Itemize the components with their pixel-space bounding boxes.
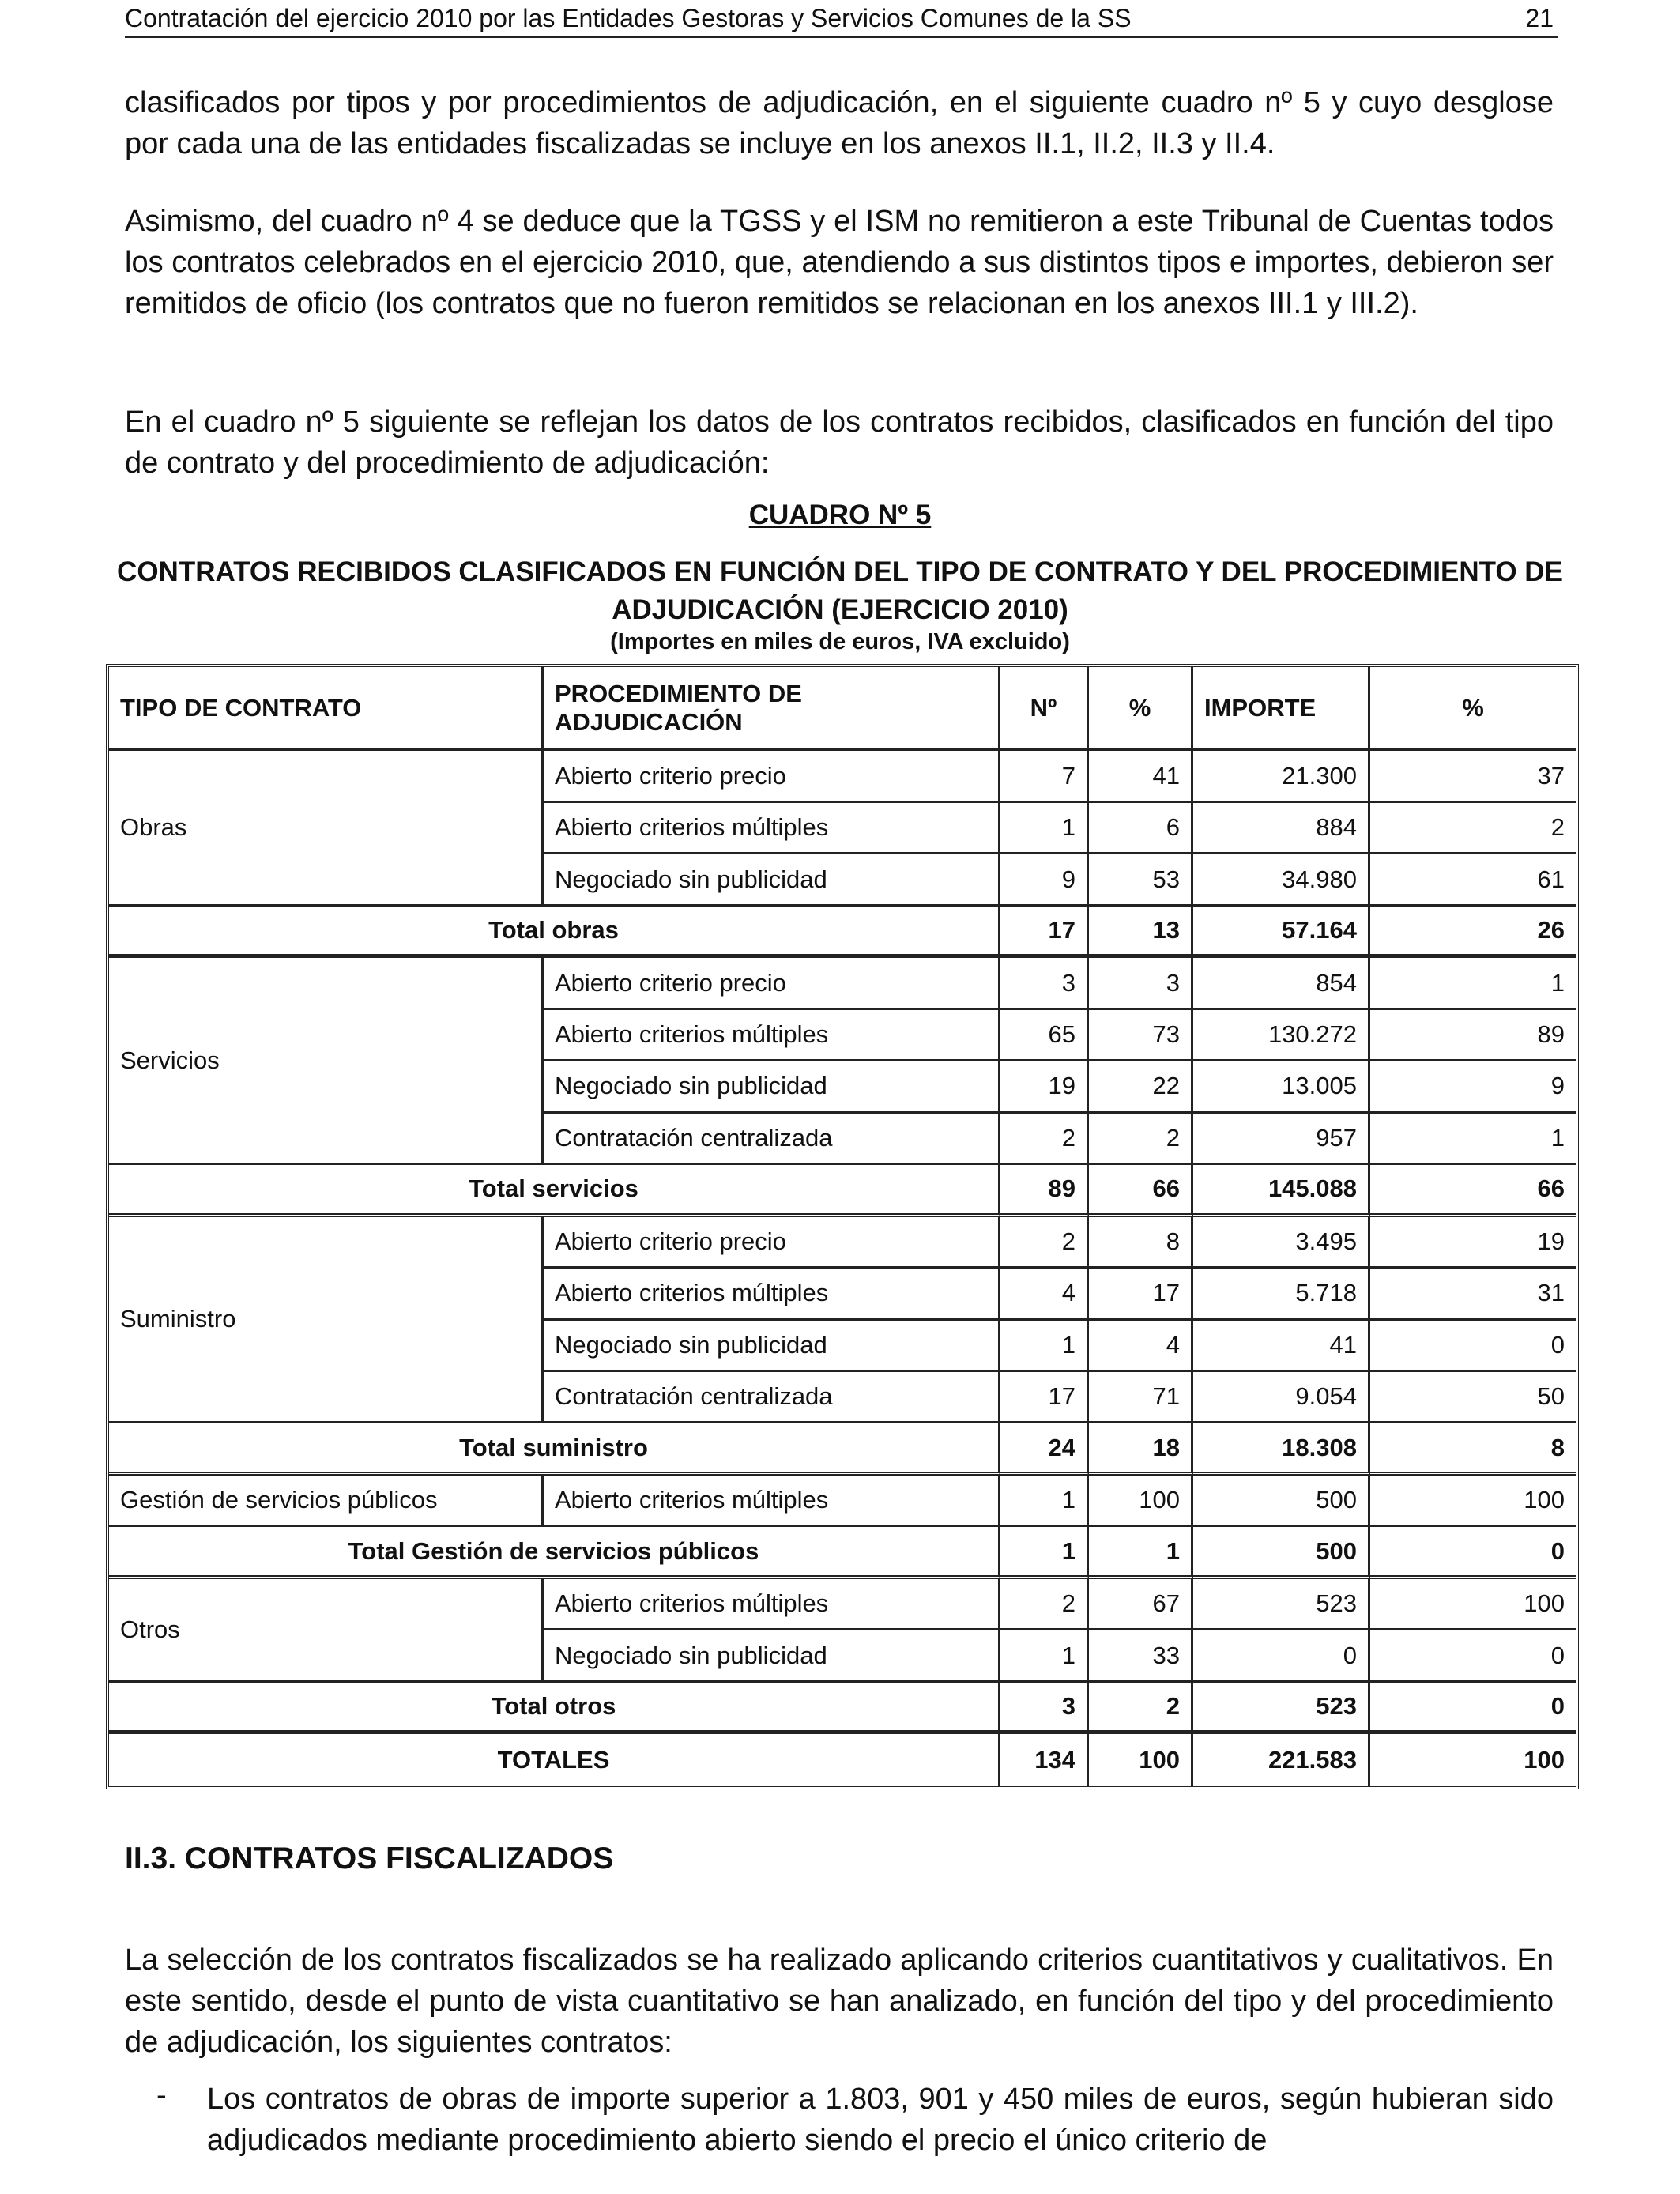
pct-n-cell: 71 bbox=[1089, 1372, 1193, 1423]
pct-n-cell: 3 bbox=[1089, 958, 1193, 1009]
grand-total-pct-importe-cell: 100 bbox=[1524, 1746, 1565, 1774]
n-cell: 1 bbox=[1000, 1630, 1089, 1682]
procedimiento-cell: Negociado sin publicidad bbox=[544, 1061, 1000, 1113]
procedimiento-cell: Abierto criterios múltiples bbox=[544, 1010, 1000, 1061]
total-pct-n-cell: 13 bbox=[1089, 907, 1193, 958]
pct-n-cell: 100 bbox=[1089, 1476, 1193, 1527]
pct-importe-cell: 89 bbox=[1370, 1010, 1576, 1061]
pct-n-cell: 2 bbox=[1089, 1114, 1193, 1165]
total-pct-importe-cell: 26 bbox=[1370, 907, 1576, 958]
table-total-row bbox=[109, 1683, 1576, 1734]
n-cell: 1 bbox=[1000, 1321, 1089, 1372]
n-cell: 1 bbox=[1000, 803, 1089, 854]
importe-cell: 523 bbox=[1193, 1579, 1370, 1630]
tipo-contrato-cell: Gestión de servicios públicos bbox=[109, 1476, 544, 1527]
pct-n-cell: 17 bbox=[1089, 1269, 1193, 1320]
total-n-cell: 1 bbox=[1000, 1527, 1089, 1578]
importe-cell: 3.495 bbox=[1193, 1217, 1370, 1269]
importe-cell: 957 bbox=[1193, 1114, 1370, 1165]
total-pct-n-cell: 1 bbox=[1089, 1527, 1193, 1578]
importe-cell: 9.054 bbox=[1193, 1372, 1370, 1423]
total-importe-cell: 57.164 bbox=[1193, 907, 1370, 958]
total-n-cell: 89 bbox=[1000, 1165, 1089, 1216]
importe-cell: 884 bbox=[1193, 803, 1370, 854]
table-total-row bbox=[109, 1165, 1576, 1216]
procedimiento-cell: Negociado sin publicidad bbox=[544, 1321, 1000, 1372]
table-header-row bbox=[109, 667, 1576, 751]
n-cell: 1 bbox=[1000, 1476, 1089, 1527]
importe-cell: 130.272 bbox=[1193, 1010, 1370, 1061]
running-header-title: Contratación del ejercicio 2010 por las Entidades Gestoras y Servicios Comunes de la SS bbox=[125, 4, 1132, 32]
pct-n-cell: 22 bbox=[1089, 1061, 1193, 1113]
pct-importe-cell: 50 bbox=[1370, 1372, 1576, 1423]
total-n-cell: 24 bbox=[1000, 1423, 1089, 1475]
pct-importe-cell: 0 bbox=[1370, 1630, 1576, 1682]
paragraph-asimismo: Asimismo, del cuadro nº 4 se deduce que la TGSS y el ISM no remitieron a este Tribunal de Cuentas todos los contratos celebrados en el ejercicio 2010, que, atendiendo a sus distintos tipos e importes, debieron ser remitidos de oficio (los contratos que no fueron remitidos se relacionan en los anexos III.1 y III.2). bbox=[125, 205, 1554, 320]
paragraph-intro: clasificados por tipos y por procedimientos de adjudicación, en el siguiente cuadro nº 5 y cuyo desglose por cada una de las entidades fiscalizadas se incluye en los anexos II.1, II.2, II.3 y II.4. bbox=[125, 86, 1554, 160]
grand-total-importe-cell: 221.583 bbox=[1193, 1734, 1370, 1786]
procedimiento-cell: Abierto criterios múltiples bbox=[544, 1269, 1000, 1320]
importe-cell: 13.005 bbox=[1193, 1061, 1370, 1113]
grand-total-pct-n-cell: 100 bbox=[1089, 1734, 1193, 1786]
total-pct-importe-cell: 8 bbox=[1370, 1423, 1576, 1475]
pct-importe-cell: 2 bbox=[1370, 803, 1576, 854]
total-label-cell: Total Gestión de servicios públicos bbox=[109, 1527, 1000, 1578]
page-number: 21 bbox=[1525, 4, 1554, 32]
procedimiento-cell: Contratación centralizada bbox=[544, 1372, 1000, 1423]
table-row bbox=[109, 1579, 1576, 1630]
importe-cell: 0 bbox=[1193, 1630, 1370, 1682]
tipo-contrato-cell: Obras bbox=[109, 751, 544, 906]
pct-importe-cell: 31 bbox=[1370, 1269, 1576, 1320]
running-header bbox=[125, 0, 1558, 38]
header-pct-importe: % bbox=[1370, 667, 1576, 751]
table-row bbox=[109, 1217, 1576, 1269]
table-row bbox=[109, 958, 1576, 1009]
header-n: Nº bbox=[1000, 667, 1089, 751]
pct-n-cell: 67 bbox=[1089, 1579, 1193, 1630]
pct-importe-cell: 1 bbox=[1370, 1114, 1576, 1165]
total-pct-importe-cell: 0 bbox=[1370, 1683, 1576, 1734]
table-total-row bbox=[109, 907, 1576, 958]
table-grand-total-row bbox=[109, 1734, 1576, 1786]
n-cell: 2 bbox=[1000, 1579, 1089, 1630]
importe-cell: 34.980 bbox=[1193, 854, 1370, 906]
pct-importe-cell: 37 bbox=[1370, 751, 1576, 802]
total-pct-n-cell: 2 bbox=[1089, 1683, 1193, 1734]
pct-importe-cell: 19 bbox=[1370, 1217, 1576, 1269]
total-importe-cell: 18.308 bbox=[1193, 1423, 1370, 1475]
pct-n-cell: 4 bbox=[1089, 1321, 1193, 1372]
grand-total-label-cell: TOTALES bbox=[109, 1734, 1000, 1786]
table-title: CONTRATOS RECIBIDOS CLASIFICADOS EN FUNCIÓN DEL TIPO DE CONTRATO Y DEL PROCEDIMIENTO DE ADJUDICACIÓN (EJERCICIO 2010) bbox=[117, 556, 1563, 625]
section-paragraph: La selección de los contratos fiscalizados se ha realizado aplicando criterios cuantitativos y cualitativos. En este sentido, desde el punto de vista cuantitativo se han analizado, en función del tipo y del procedimiento de adjudicación, los siguientes contratos: bbox=[125, 1943, 1554, 2059]
total-pct-importe-cell: 66 bbox=[1370, 1165, 1576, 1216]
n-cell: 2 bbox=[1000, 1114, 1089, 1165]
header-pct-n: % bbox=[1089, 667, 1193, 751]
n-cell: 4 bbox=[1000, 1269, 1089, 1320]
n-cell: 17 bbox=[1000, 1372, 1089, 1423]
total-label-cell: Total servicios bbox=[109, 1165, 1000, 1216]
table-total-row bbox=[109, 1423, 1576, 1475]
pct-n-cell: 6 bbox=[1089, 803, 1193, 854]
total-pct-importe-cell: 0 bbox=[1370, 1527, 1576, 1578]
table-row bbox=[109, 751, 1576, 802]
total-importe-cell: 500 bbox=[1193, 1527, 1370, 1578]
procedimiento-cell: Negociado sin publicidad bbox=[544, 1630, 1000, 1682]
header-tipo: TIPO DE CONTRATO bbox=[109, 667, 544, 751]
pct-importe-cell: 100 bbox=[1370, 1476, 1576, 1527]
procedimiento-cell: Abierto criterios múltiples bbox=[544, 1579, 1000, 1630]
n-cell: 19 bbox=[1000, 1061, 1089, 1113]
procedimiento-cell: Abierto criterios múltiples bbox=[544, 1476, 1000, 1527]
bullet-dash: - bbox=[156, 2079, 167, 2112]
table-total-row bbox=[109, 1527, 1576, 1578]
header-procedimiento: PROCEDIMIENTO DE ADJUDICACIÓN bbox=[544, 667, 1000, 751]
total-importe-cell: 523 bbox=[1193, 1683, 1370, 1734]
pct-importe-cell: 0 bbox=[1370, 1321, 1576, 1372]
procedimiento-cell: Abierto criterio precio bbox=[544, 751, 1000, 802]
n-cell: 3 bbox=[1000, 958, 1089, 1009]
bullet-item: Los contratos de obras de importe superior a 1.803, 901 y 450 miles de euros, según hubieran sido adjudicados mediante procedimiento abierto siendo el precio el único criterio de bbox=[207, 2083, 1554, 2157]
n-cell: 7 bbox=[1000, 751, 1089, 802]
importe-cell: 41 bbox=[1193, 1321, 1370, 1372]
pct-importe-cell: 9 bbox=[1370, 1061, 1576, 1113]
procedimiento-cell: Abierto criterio precio bbox=[544, 1217, 1000, 1269]
total-pct-n-cell: 18 bbox=[1089, 1423, 1193, 1475]
tipo-contrato-cell: Otros bbox=[109, 1579, 544, 1683]
pct-n-cell: 8 bbox=[1089, 1217, 1193, 1269]
importe-cell: 5.718 bbox=[1193, 1269, 1370, 1320]
pct-n-cell: 73 bbox=[1089, 1010, 1193, 1061]
tipo-contrato-cell: Suministro bbox=[109, 1217, 544, 1424]
importe-cell: 854 bbox=[1193, 958, 1370, 1009]
n-cell: 9 bbox=[1000, 854, 1089, 906]
total-importe-cell: 145.088 bbox=[1193, 1165, 1370, 1216]
total-n-cell: 17 bbox=[1000, 907, 1089, 958]
total-n-cell: 3 bbox=[1000, 1683, 1089, 1734]
n-cell: 65 bbox=[1000, 1010, 1089, 1061]
procedimiento-cell: Negociado sin publicidad bbox=[544, 854, 1000, 906]
pct-importe-cell: 1 bbox=[1370, 958, 1576, 1009]
pct-n-cell: 33 bbox=[1089, 1630, 1193, 1682]
tipo-contrato-cell: Servicios bbox=[109, 958, 544, 1165]
pct-n-cell: 41 bbox=[1089, 751, 1193, 802]
table-row bbox=[109, 1476, 1576, 1527]
importe-cell: 21.300 bbox=[1193, 751, 1370, 802]
importe-cell: 500 bbox=[1193, 1476, 1370, 1527]
procedimiento-cell: Abierto criterio precio bbox=[544, 958, 1000, 1009]
total-pct-n-cell: 66 bbox=[1089, 1165, 1193, 1216]
pct-importe-cell: 61 bbox=[1370, 854, 1576, 906]
total-label-cell: Total obras bbox=[109, 907, 1000, 958]
procedimiento-cell: Contratación centralizada bbox=[544, 1114, 1000, 1165]
grand-total-n-cell: 134 bbox=[1000, 1734, 1089, 1786]
paragraph-cuadro-intro: En el cuadro nº 5 siguiente se reflejan los datos de los contratos recibidos, clasificados en función del tipo de contrato y del procedimiento de adjudicación: bbox=[125, 405, 1554, 480]
section-title: II.3. CONTRATOS FISCALIZADOS bbox=[125, 1842, 614, 1875]
cuadro-5-table bbox=[106, 664, 1579, 1789]
procedimiento-cell: Abierto criterios múltiples bbox=[544, 803, 1000, 854]
total-label-cell: Total otros bbox=[109, 1683, 1000, 1734]
total-label-cell: Total suministro bbox=[109, 1423, 1000, 1475]
table-label: CUADRO Nº 5 bbox=[748, 499, 932, 530]
pct-n-cell: 53 bbox=[1089, 854, 1193, 906]
header-importe: IMPORTE bbox=[1193, 667, 1370, 751]
n-cell: 2 bbox=[1000, 1217, 1089, 1269]
pct-importe-cell: 100 bbox=[1370, 1579, 1576, 1630]
table-subtitle: (Importes en miles de euros, IVA excluido) bbox=[610, 629, 1070, 654]
